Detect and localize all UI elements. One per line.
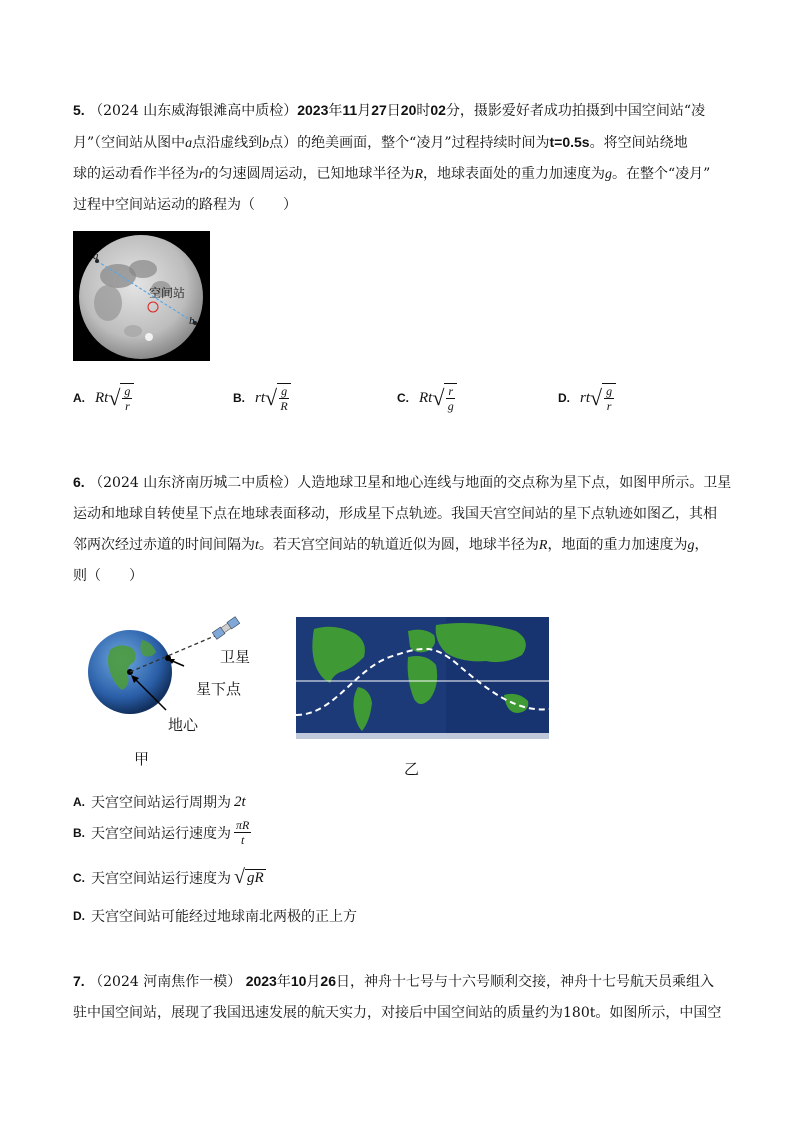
q6-figure-yi (296, 617, 549, 739)
q6-option-d[interactable]: D. 天宫空间站可能经过地球南北两极的正上方 (73, 909, 357, 925)
caption-yi: 乙 (404, 760, 420, 778)
q5-option-b[interactable]: B. rt √ $\frac{g}{R}$ (233, 383, 291, 413)
label-a: a (93, 250, 99, 262)
q6-option-c[interactable]: C. 天宫空间站运行速度为 √ gR (73, 866, 264, 888)
label-satellite: 卫星 (220, 648, 251, 666)
q5-option-c[interactable]: C. Rt √ $\frac{r}{g}$ (397, 383, 457, 413)
q5-stem: 5. （2024 山东威海银滩高中质检）2023年11月27日20时02分，摄影爱好者成功拍摄到中国空间站“凌 月”（空间站从图中a点沿虚线到b点）的绝美画面，整个“凌月”过程持续时间为t=0.5s。将空间站绕地 球的运动看作半径为r的匀速圆周运动，已知地球半径为R，地球表面处的重力加速度为g。在整个“凌月” 过程中空间站运动的路程为（ ） (73, 102, 711, 213)
satellite-icon (212, 617, 240, 640)
q5-moon-figure (73, 231, 210, 361)
q5-number: 5. (73, 102, 85, 118)
ground-track-map (296, 617, 549, 739)
q6-source: （2024 山东济南历城二中质检） (89, 475, 298, 491)
earth-satellite-diagram (84, 606, 264, 766)
moon-image (73, 231, 210, 361)
q7-stem: 7. （2024 河南焦作一模） 2023年10月26日，神舟十七号与十六号顺利交接，神舟十七号航天员乘组入 驻中国空间站，展现了我国迅速发展的航天实力，对接后中国空间站的质量约为180t。如图所示，中国空 (73, 973, 722, 1021)
label-center: 地心 (168, 716, 199, 734)
q6-figure-jia (84, 606, 264, 766)
q7-source: （2024 河南焦作一模） (89, 974, 242, 990)
q6-option-b[interactable]: B. 天宫空间站运行速度为 $\frac{\pi R}{t}$ (73, 818, 250, 847)
q5-option-a[interactable]: A. Rt √ $\frac{g}{r}$ (73, 383, 134, 413)
q7-number: 7. (73, 973, 85, 989)
q5-option-d[interactable]: D. rt √ $\frac{g}{r}$ (558, 383, 616, 413)
caption-jia: 甲 (134, 750, 150, 768)
q6-stem: 6. （2024 山东济南历城二中质检）人造地球卫星和地心连线与地面的交点称为星下点，如图甲所示。卫星 运动和地球自转使星下点在地球表面移动，形成星下点轨迹。我国天宫空间站的星下点轨迹如图乙，其相 邻两次经过赤道的时间间隔为t。若天宫空间站的轨道近似为圆，地球半径为R，地面的重力加速度为g， 则（ ） (73, 474, 732, 584)
label-subpoint: 星下点 (196, 680, 242, 698)
label-b: b (189, 315, 195, 327)
label-station: 空间站 (149, 286, 186, 300)
q6-number: 6. (73, 474, 85, 490)
q6-option-a[interactable]: A. 天宫空间站运行周期为 2t (73, 793, 246, 811)
q5-source: （2024 山东威海银滩高中质检） (89, 103, 298, 119)
